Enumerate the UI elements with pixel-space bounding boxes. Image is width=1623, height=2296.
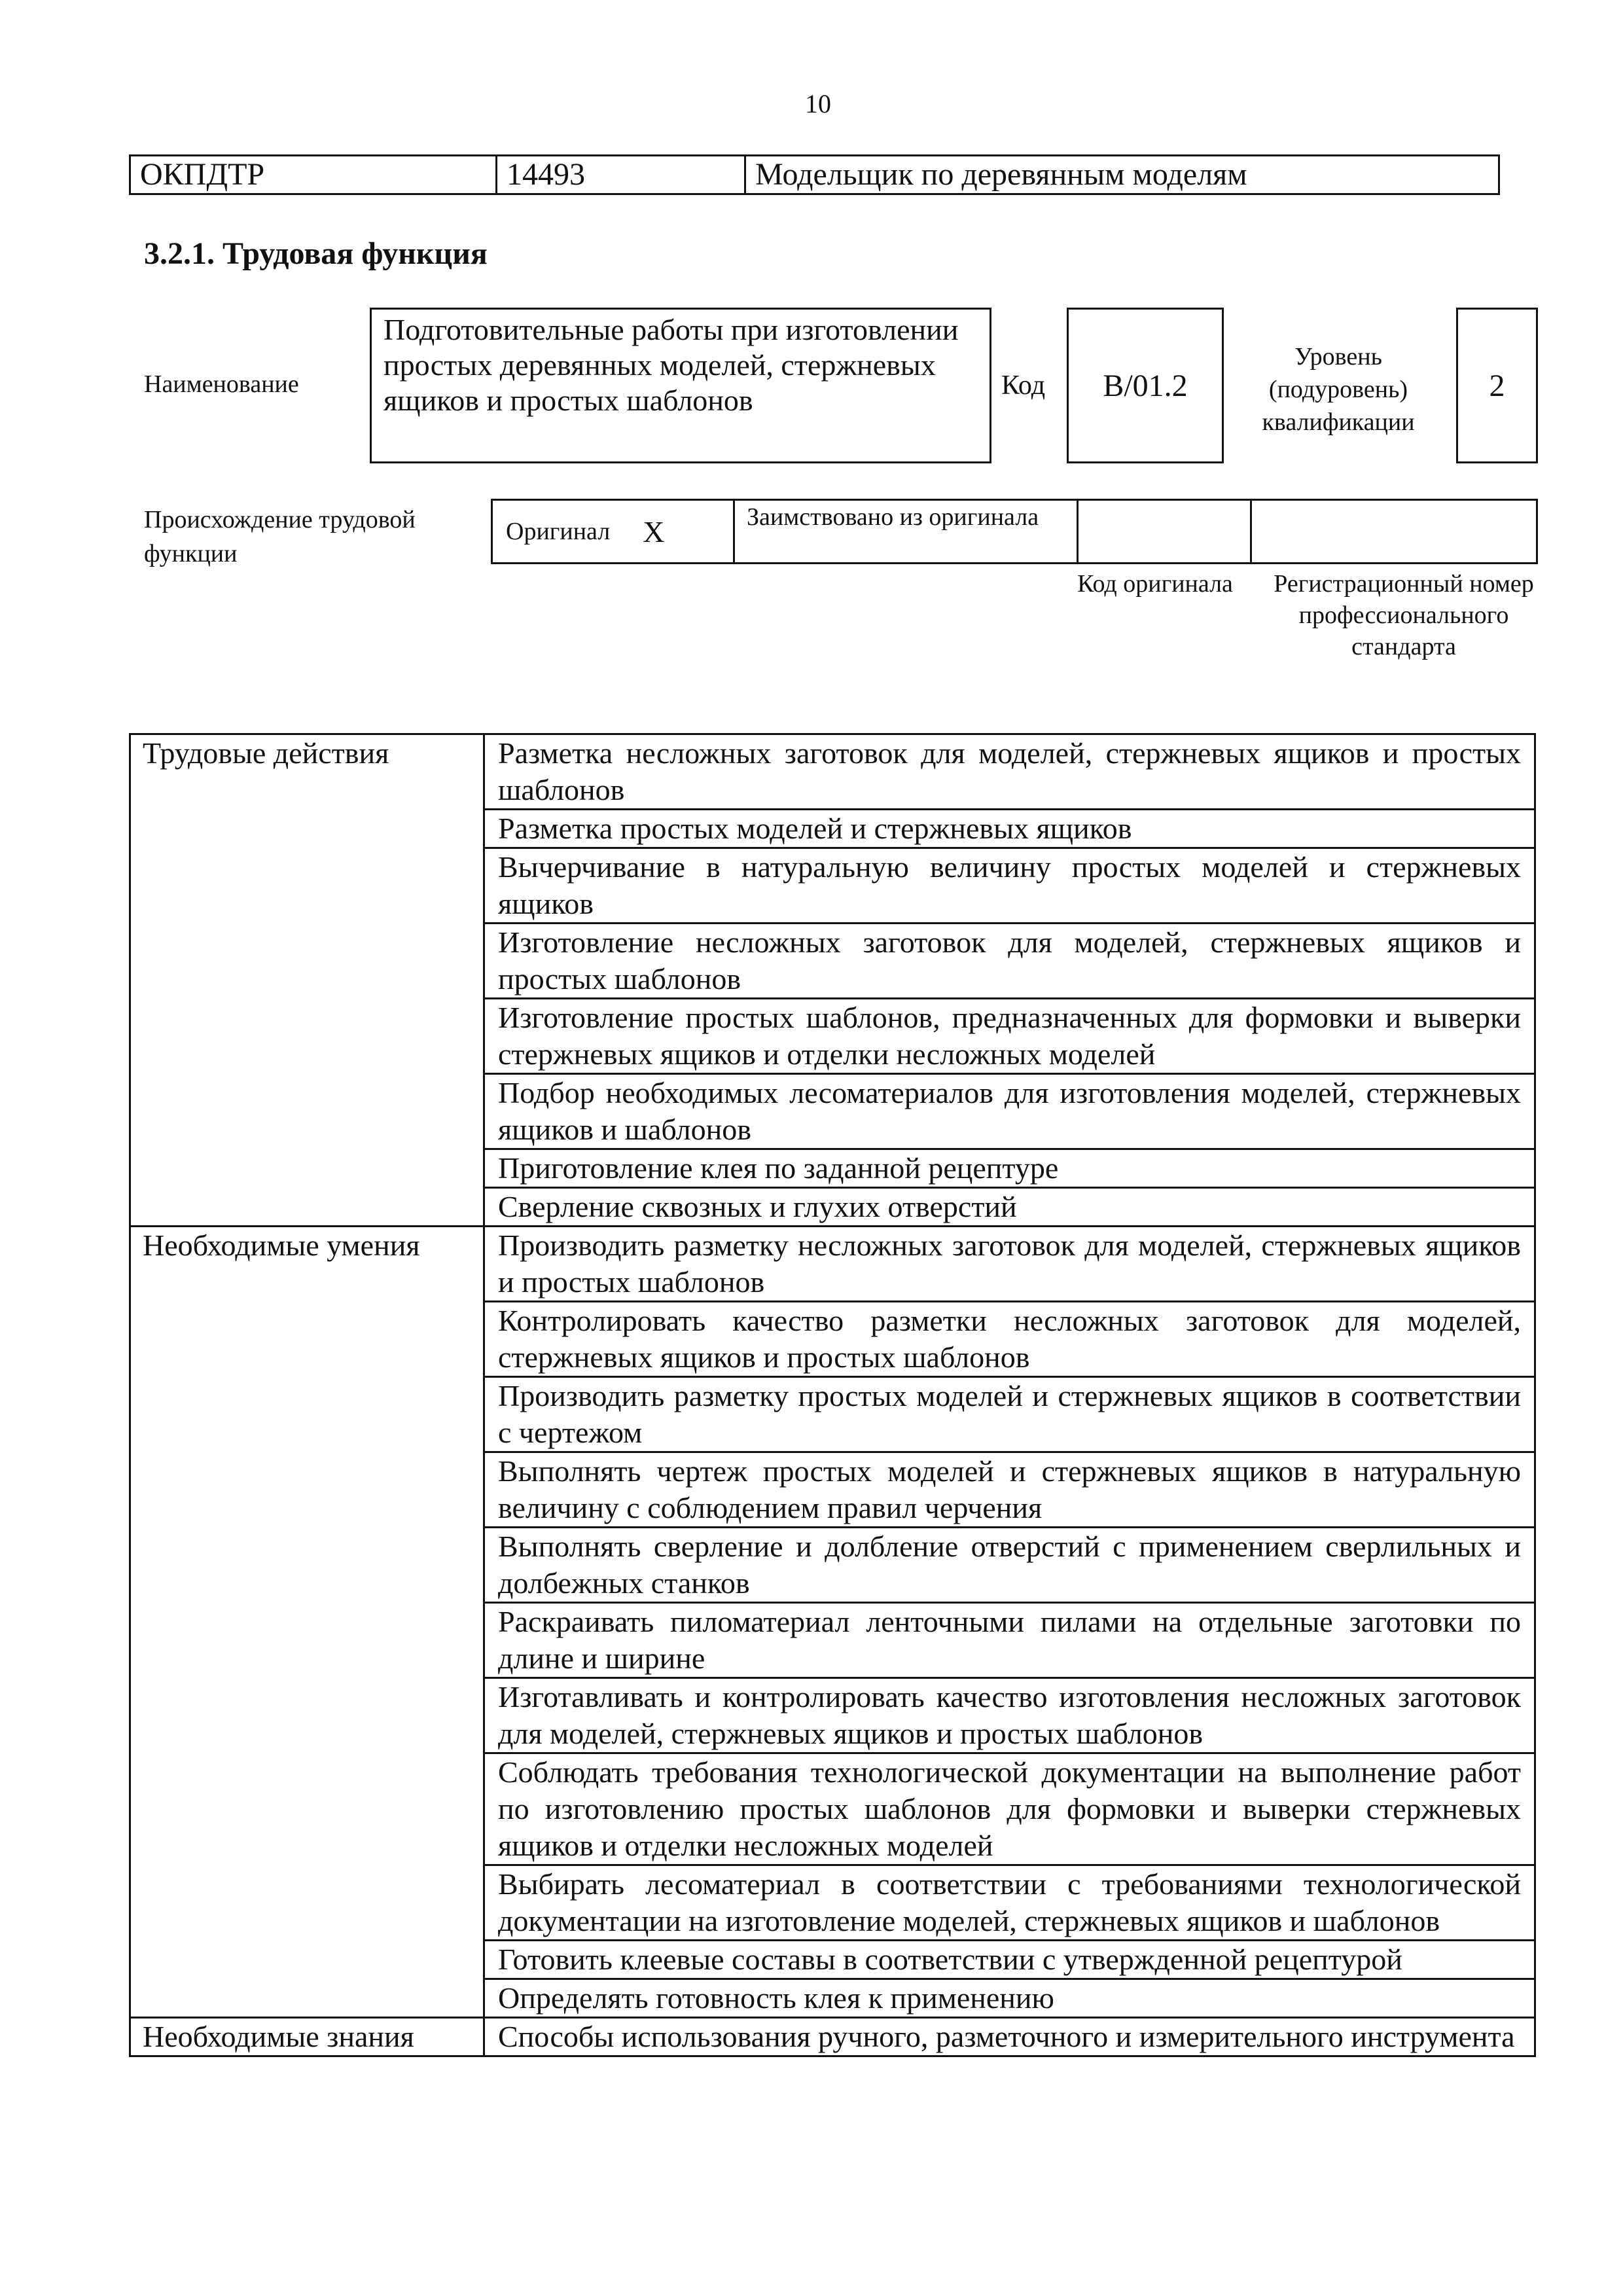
labor-actions-item: Вычерчивание в натуральную величину простых моделей и стержневых ящиков	[484, 848, 1535, 924]
labor-actions-item: Сверление сквозных и глухих отверстий	[484, 1188, 1535, 1227]
labor-actions-item: Изготовление простых шаблонов, предназначенных для формовки и выверки стержневых ящиков и отделки несложных моделей	[484, 999, 1535, 1074]
required-skills-item: Раскраивать пиломатериал ленточными пилами на отдельные заготовки по длине и ширине	[484, 1603, 1535, 1678]
page-number: 10	[805, 89, 831, 118]
code-label: Код	[1001, 370, 1046, 401]
required-skills-item: Изготавливать и контролировать качество изготовления несложных заготовок для моделей, стержневых ящиков и простых шаблонов	[484, 1678, 1535, 1753]
okpdtr-name: Модельщик по деревянным моделям	[755, 157, 1247, 192]
required-skills-item: Выбирать лесоматериал в соответствии с требованиями технологической документации на изготовление моделей, стержневых ящиков и шаблонов	[484, 1865, 1535, 1941]
labor-actions-item: Разметка простых моделей и стержневых ящиков	[484, 810, 1535, 848]
name-label: Наименование	[144, 370, 299, 398]
section-title: 3.2.1. Трудовая функция	[144, 236, 488, 271]
table-row	[130, 734, 1535, 810]
labor-actions-item: Приготовление клея по заданной рецептуре	[484, 1149, 1535, 1188]
required-skills-item: Производить разметку несложных заготовок для моделей, стержневых ящиков и простых шаблонов	[484, 1227, 1535, 1302]
required-skills-label: Необходимые умения	[130, 1227, 484, 2018]
labor-actions-label: Трудовые действия	[130, 734, 484, 1227]
labor-actions-item: Изготовление несложных заготовок для моделей, стержневых ящиков и простых шаблонов	[484, 924, 1535, 999]
okpdtr-label: ОКПДТР	[131, 156, 497, 193]
origin-row	[491, 499, 1538, 564]
required-skills-item: Выполнять сверление и долбление отверстий с применением сверлильных и долбежных станков	[484, 1528, 1535, 1603]
function-code: B/01.2	[1067, 308, 1224, 463]
okpdtr-row	[129, 154, 1500, 195]
table-row	[130, 2018, 1535, 2056]
required-knowledge-item: Способы использования ручного, разметочного и измерительного инструмента	[484, 2018, 1535, 2056]
required-skills-item: Соблюдать требования технологической документации на выполнение работ по изготовлению простых шаблонов для формовки и выверки стержневых ящиков и отделки несложных моделей	[484, 1753, 1535, 1865]
table-row	[130, 1227, 1535, 1302]
original-label: Оригинал	[506, 518, 611, 545]
required-knowledge-label: Необходимые знания	[130, 2018, 484, 2056]
labor-actions-item: Разметка несложных заготовок для моделей, стержневых ящиков и простых шаблонов	[484, 734, 1535, 810]
original-cell	[493, 501, 735, 562]
labor-function-table	[129, 733, 1536, 2057]
original-code-caption: Код оригинала	[1077, 570, 1233, 598]
level-label: Уровень (подуровень) квалификации	[1262, 343, 1415, 436]
function-name: Подготовительные работы при изготовлении простых деревянных моделей, стержневых ящиков и простых шаблонов	[370, 308, 991, 463]
registration-number-caption: Регистрационный номер профессионального стандарта	[1274, 570, 1534, 660]
labor-actions-item: Подбор необходимых лесоматериалов для изготовления моделей, стержневых ящиков и шаблонов	[484, 1074, 1535, 1149]
qualification-level: 2	[1456, 308, 1538, 463]
original-mark: X	[643, 514, 665, 548]
required-skills-item: Контролировать качество разметки несложных заготовок для моделей, стержневых ящиков и простых шаблонов	[484, 1302, 1535, 1377]
required-skills-item: Выполнять чертеж простых моделей и стержневых ящиков в натуральную величину с соблюдением правил черчения	[484, 1452, 1535, 1528]
borrowed-label: Заимствовано из оригинала	[735, 501, 1079, 562]
original-code-cell	[1079, 501, 1252, 562]
registration-number-cell	[1252, 501, 1536, 562]
okpdtr-code: 14493	[497, 156, 746, 193]
required-skills-item: Производить разметку простых моделей и стержневых ящиков в соответствии с чертежом	[484, 1377, 1535, 1452]
origin-label: Происхождение трудовой функции	[144, 506, 416, 567]
required-skills-item: Определять готовность клея к применению	[484, 1979, 1535, 2018]
required-skills-item: Готовить клеевые составы в соответствии с утвержденной рецептурой	[484, 1941, 1535, 1979]
